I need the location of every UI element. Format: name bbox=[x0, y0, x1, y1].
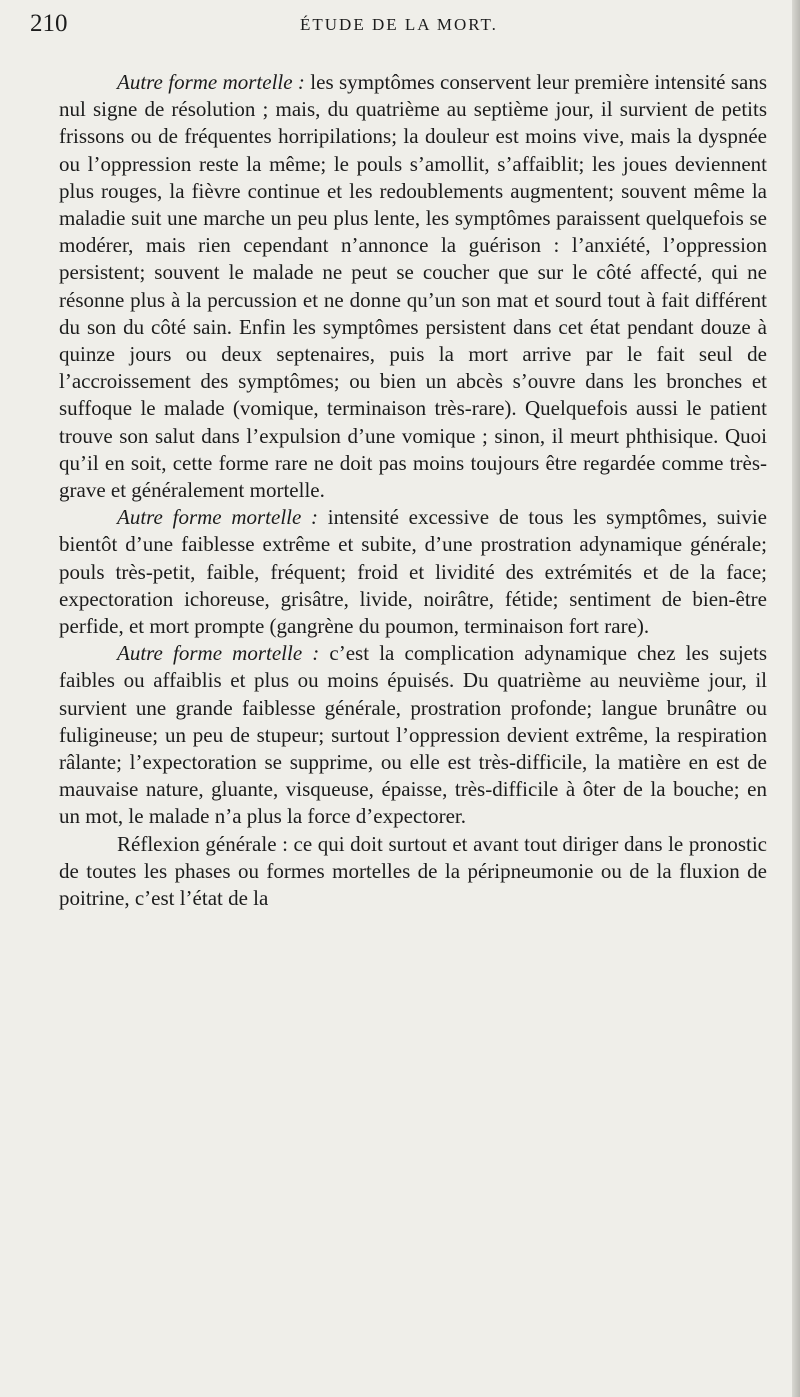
paragraph bbox=[59, 640, 767, 830]
paragraph-text: c’est la complication adynamique chez les sujets faibles ou affaiblis et plus ou moins épuisés. Du quatrième au neuvième jour, il survient une grande faiblesse générale, prostration profonde; langue brunâtre ou fuligineuse; un peu de stupeur; surtout l’oppression devient extrême, la respiration râlante; l’expectoration se supprime, ou elle est très-difficile, la matière en est de mauvaise nature, gluante, visqueuse, épaisse, très-difficile à ôter de la bouche; en un mot, le malade n’a plus la force d’expectorer. bbox=[59, 641, 767, 829]
paragraph bbox=[59, 69, 767, 504]
paragraph-lead: Autre forme mortelle : bbox=[117, 70, 305, 94]
paragraph-lead: Autre forme mortelle : bbox=[117, 505, 319, 530]
paragraph bbox=[59, 504, 767, 640]
page-header bbox=[30, 10, 765, 50]
paragraph-lead: Autre forme mortelle : bbox=[117, 641, 320, 666]
body-text bbox=[59, 69, 767, 912]
paragraph-text: les symptômes conservent leur première intensité sans nul signe de résolution ; mais, du quatrième au septième jour, il survient de petits frissons ou de fréquentes horripilations; la douleur est moins vive, mais la dyspnée ou l’oppression reste la même; le pouls s’amollit, s’affaiblit; les joues deviennent plus rouges, la fièvre continue et les redoublements augmentent; souvent même la maladie suit une marche un peu plus lente, les symptômes paraissent quelquefois se modérer, mais rien cependant n’annonce la guérison : l’anxiété, l’oppression persistent; souvent le malade ne peut se coucher que sur le côté affecté, qui ne résonne plus à la percussion et ne donne qu’un son mat et sourd tout à fait différent du son du côté sain. Enfin les symptômes persistent dans cet état pendant douze à quinze jours ou deux septenaires, puis la mort arrive par le fait seul de l’accroissement des symptômes; ou bien un abcès s’ouvre dans les bronches et suffoque le malade (vomique, terminaison très-rare). Quelquefois aussi le patient trouve son salut dans l’expulsion d’une vomique ; sinon, il meurt phthisique. Quoi qu’il en soit, cette forme rare ne doit pas moins toujours être regardée comme très-grave et généralement mortelle. bbox=[59, 70, 767, 503]
page-number: 210 bbox=[30, 10, 68, 37]
paragraph-text: intensité excessive de tous les symptômes, suivie bientôt d’une faiblesse extrême et subite, d’une prostration adynamique générale; pouls très-petit, faible, fréquent; froid et lividité des extrémités et de la face; expectoration ichoreuse, grisâtre, livide, noirâtre, fétide; sentiment de bien-être perfide, et mort prompte (gangrène du poumon, terminaison fort rare). bbox=[59, 505, 767, 639]
running-title: ÉTUDE DE LA MORT. bbox=[300, 15, 498, 34]
paragraph bbox=[59, 831, 767, 913]
page-edge bbox=[792, 0, 800, 1397]
paragraph-text: Réflexion générale : ce qui doit surtout et avant tout diriger dans le pronostic de toutes les phases ou formes mortelles de la péripneumonie ou de la fluxion de poitrine, c’est l’état de la bbox=[59, 831, 767, 911]
